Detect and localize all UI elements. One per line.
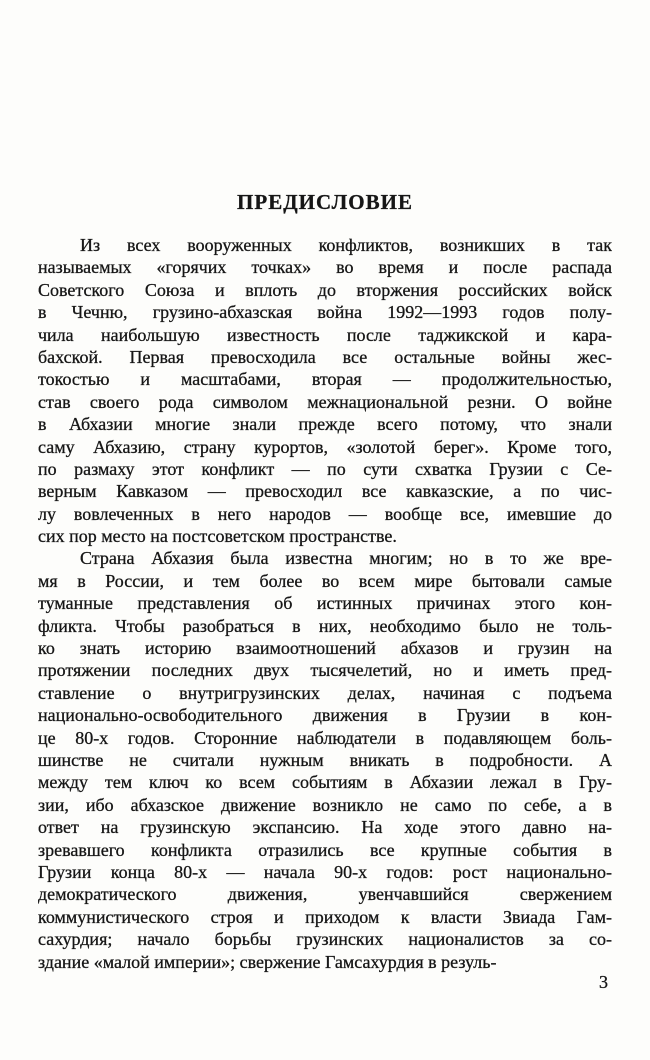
text-line: лу вовлеченных в него народов — вообще все, имевшие до [38, 503, 612, 524]
text-line: мя в России, и тем более во всем мире бытовали самые [38, 570, 612, 591]
text-line: бахской. Первая превосходила все остальные войны жес- [38, 346, 612, 367]
text-line: це 80-х годов. Сторонние наблюдатели в подавляющем боль- [38, 727, 612, 748]
paragraph [38, 234, 612, 547]
chapter-title: ПРЕДИСЛОВИЕ [237, 190, 413, 214]
text-line: называемых «горячих точках» во время и после распада [38, 257, 612, 278]
text-line: чила наибольшую известность после таджикской и кара- [38, 324, 612, 345]
text-line: Страна Абхазия была известна многим; но в то же вре- [80, 548, 612, 569]
text-line: ко знать историю взаимоотношений абхазов и грузин на [38, 638, 612, 659]
text-line: ставление о внутригрузинских делах, начиная с подъема [38, 682, 612, 703]
text-line: верным Кавказом — превосходил все кавказские, а по чис- [38, 481, 612, 502]
text-line: в Абхазии многие знали прежде всего потому, что знали [38, 414, 612, 435]
text-line: сих пор место на постсоветском пространстве. [38, 526, 397, 547]
text-line: здание «малой империи»; свержение Гамсахурдия в резуль- [38, 951, 497, 972]
text-line: демократического движения, увенчавшийся свержением [38, 884, 612, 905]
text-line: между тем ключ ко всем событиям в Абхазии лежал в Гру- [38, 772, 612, 793]
text-line: сахурдия; начало борьбы грузинских националистов за со- [38, 929, 612, 950]
text-line: коммунистического строя и приходом к власти Звиада Гам- [38, 906, 612, 927]
paragraph [38, 547, 612, 972]
text-line: став своего рода символом межнациональной резни. О войне [38, 391, 612, 412]
text-line: по размаху этот конфликт — по сути схватка Грузии с Се- [38, 458, 612, 479]
text-line: зревавшего конфликта отразились все крупные события в [38, 839, 612, 860]
text-line: Советского Союза и вплоть до вторжения российских войск [38, 279, 612, 300]
text-line: ответ на грузинскую экспансию. На ходе этого давно на- [38, 817, 612, 838]
page-number: 3 [599, 972, 608, 992]
text-line: национально-освободительного движения в Грузии в кон- [38, 705, 612, 726]
text-line: Грузии конца 80-х — начала 90-х годов: рост национально- [38, 861, 612, 882]
text-line: фликта. Чтобы разобраться в них, необходимо было не толь- [38, 615, 612, 636]
text-line: туманные представления об истинных причинах этого кон- [38, 593, 612, 614]
text-line: саму Абхазию, страну курортов, «золотой берег». Кроме того, [38, 436, 612, 457]
text-line: в Чечню, грузино-абхазская война 1992—1993 годов полу- [38, 302, 612, 323]
body-text [38, 234, 612, 973]
text-line: токостью и масштабами, вторая — продолжительностью, [38, 369, 612, 390]
text-line: Из всех вооруженных конфликтов, возникших в так [80, 235, 612, 255]
text-line: зии, ибо абхазское движение возникло не само по себе, а в [38, 794, 612, 815]
text-line: шинстве не считали нужным вникать в подробности. А [38, 749, 612, 770]
text-line: протяжении последних двух тысячелетий, но и иметь пред- [38, 660, 612, 681]
